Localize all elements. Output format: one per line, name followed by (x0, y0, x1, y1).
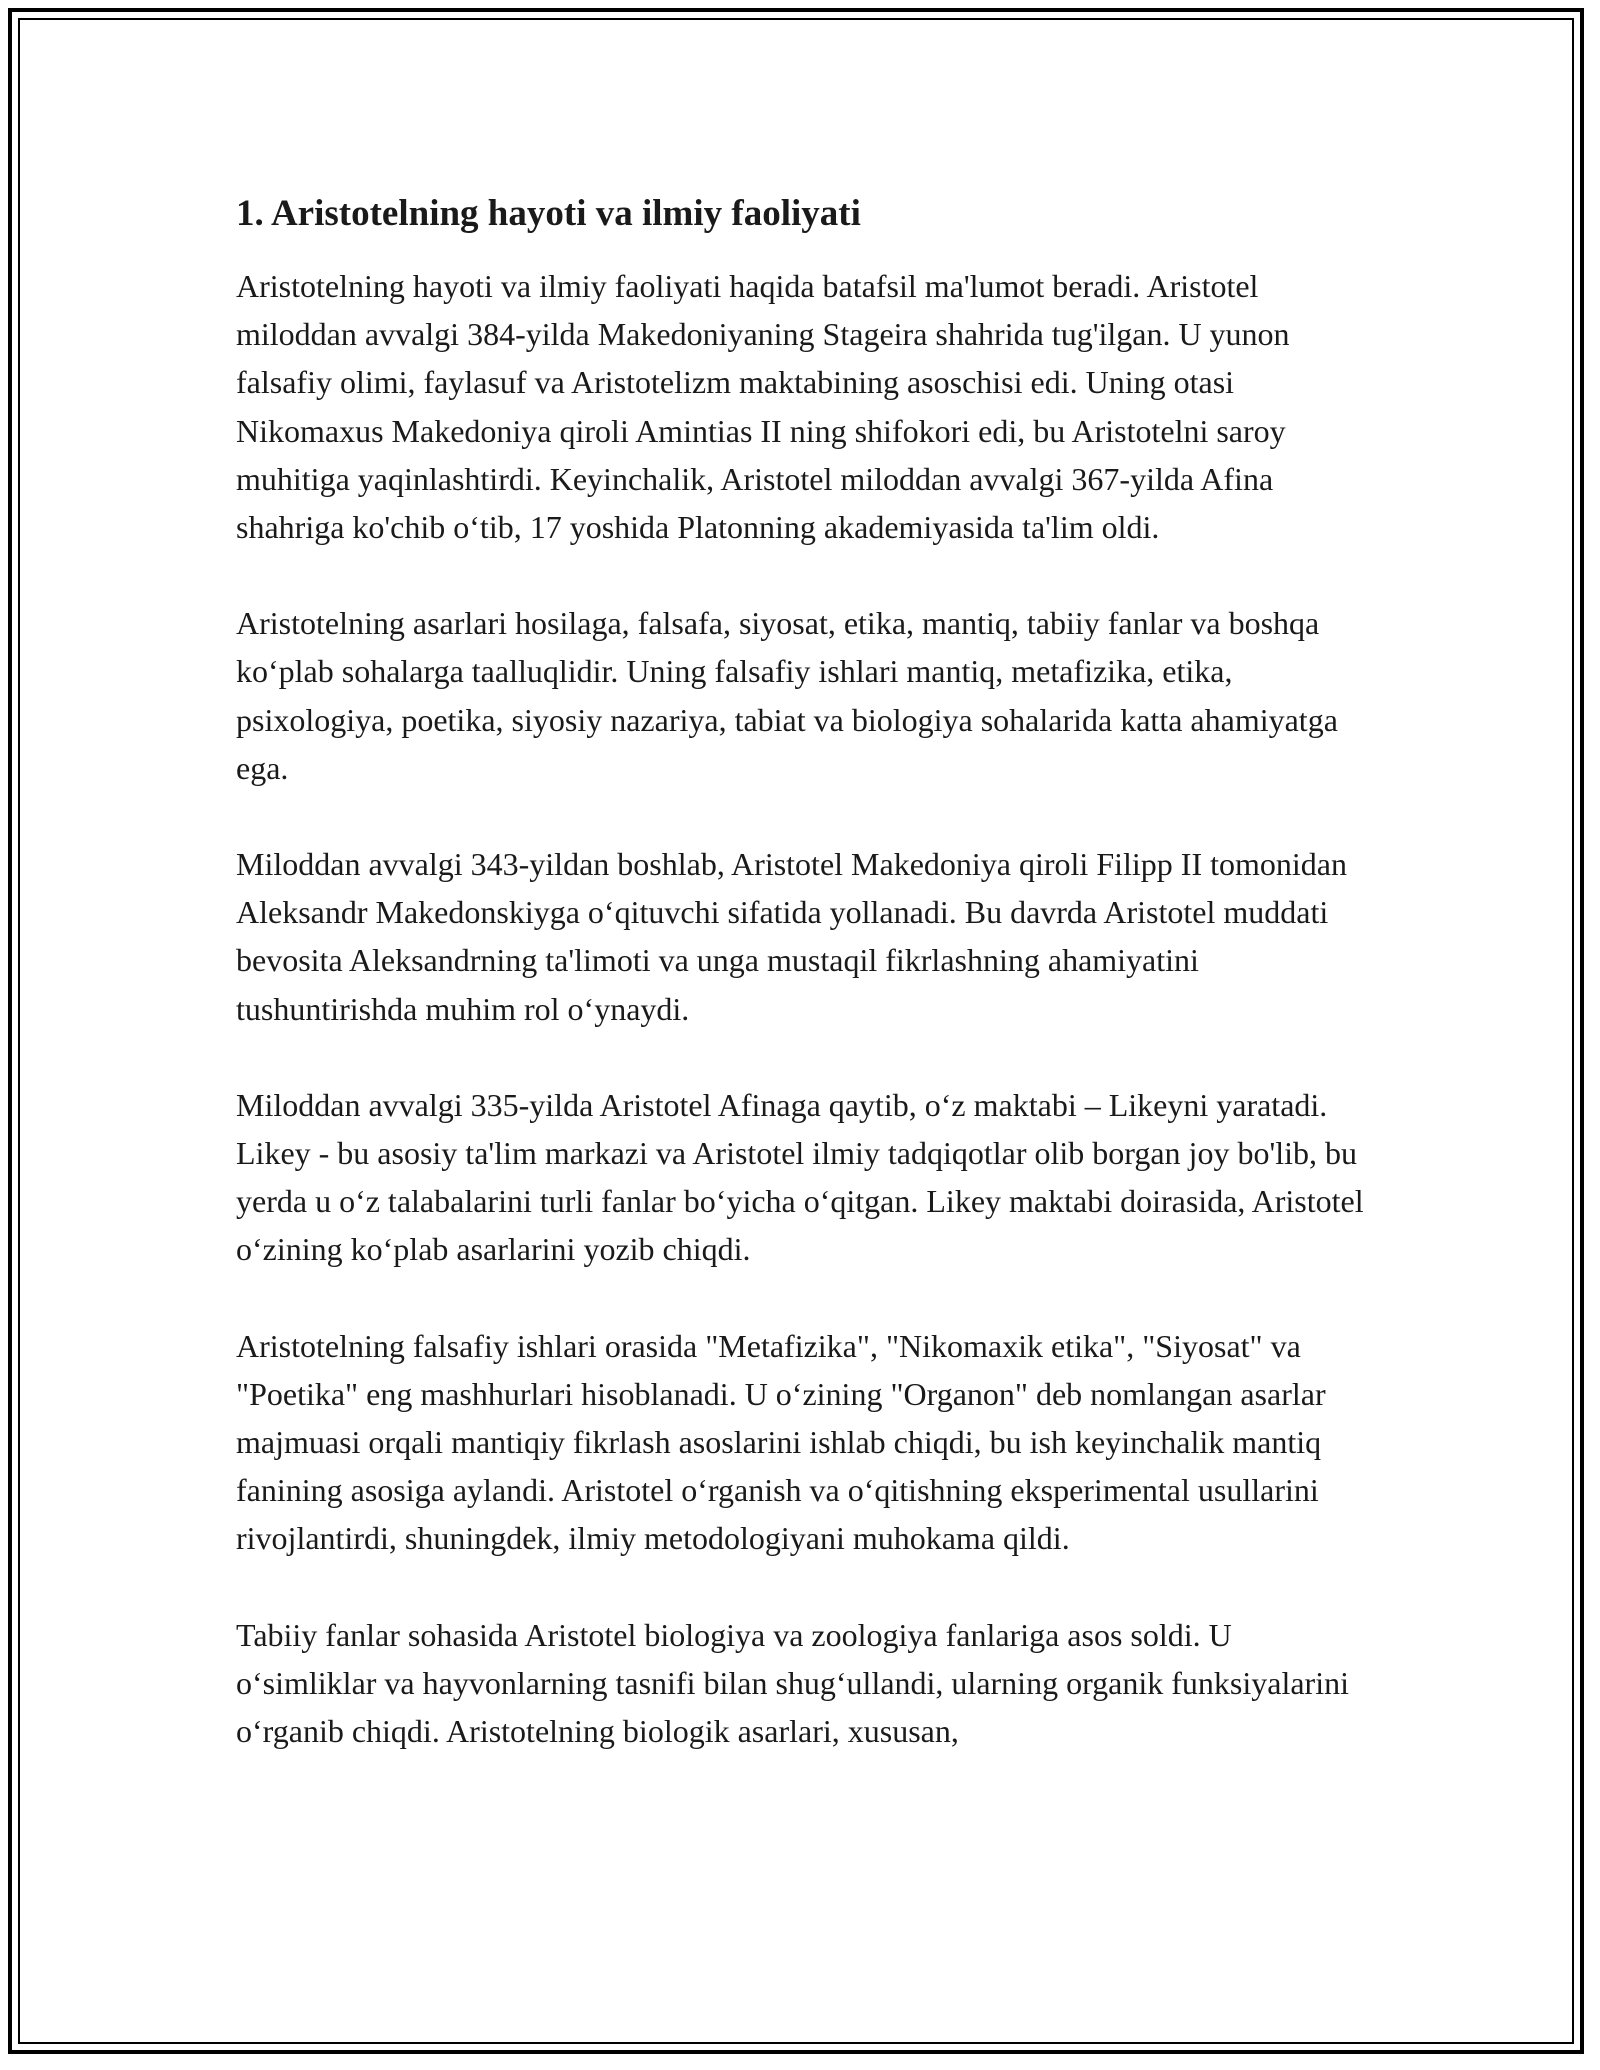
section-heading: 1. Aristotelning hayoti va ilmiy faoliyati (236, 193, 861, 234)
paragraph-philosophical-works: Aristotelning falsafiy ishlari orasida "Metafizika", "Nikomaxik etika", "Siyosat" va "Poetika" eng mashhurlari hisoblanadi. U o‘zining "Organon" deb nomlangan asarlar majmuasi orqali mantiqiy fikrlash asoslarini ishlab chiqdi, bu ish keyinchalik mantiq fanining asosiga aylandi. Aristotel o‘rganish va o‘qitishning eksperimental usullarini rivojlantirdi, shuningdek, ilmiy metodologiyani muhokama qildi. (236, 1327, 1326, 1557)
document-body (236, 188, 1366, 1803)
paragraph-teacher-of-alexander: Miloddan avvalgi 343-yildan boshlab, Aristotel Makedoniya qiroli Filipp II tomonidan Aleksandr Makedonskiyga o‘qituvchi sifatida yollanadi. Bu davrda Aristotel muddati bevosita Aleksandrning ta'limoti va unga mustaqil fikrlashning ahamiyatini tushuntirishda muhim rol o‘ynaydi. (236, 846, 1347, 1027)
paragraph-lyceum: Miloddan avvalgi 335-yilda Aristotel Afinaga qaytib, o‘z maktabi – Likeyni yaratadi. Likey - bu asosiy ta'lim markazi va Aristotel ilmiy tadqiqotlar olib borgan joy bo'lib, bu yerda u o‘z talabalarini turli fanlar bo‘yicha o‘qitgan. Likey maktabi doirasida, Aristotel o‘zining ko‘plab asarlarini yozib chiqdi. (236, 1086, 1364, 1268)
paragraph-works: Aristotelning asarlari hosilaga, falsafa, siyosat, etika, mantiq, tabiiy fanlar va boshqa ko‘plab sohalarga taalluqlidir. Uning falsafiy ishlari mantiq, metafizika, etika, psixologiya, poetika, siyosiy nazariya, tabiat va biologiya sohalarida katta ahamiyatga ega. (236, 605, 1338, 786)
paragraph-natural-sciences: Tabiiy fanlar sohasida Aristotel biologiya va zoologiya fanlariga asos soldi. U o‘simliklar va hayvonlarning tasnifi bilan shug‘ullandi, ularning organik funksiyalarini o‘rganib chiqdi. Aristotelning biologik asarlari, xususan, (236, 1616, 1349, 1750)
paragraph-biography: Aristotelning hayoti va ilmiy faoliyati haqida batafsil ma'lumot beradi. Aristotel miloddan avvalgi 384-yilda Makedoniyaning Stageira shahrida tug'ilgan. U yunon falsafiy olimi, faylasuf va Aristotelizm maktabining asoschisi edi. Uning otasi Nikomaxus Makedoniya qiroli Amintias II ning shifokori edi, bu Aristotelni saroy muhitiga yaqinlashtirdi. Keyinchalik, Aristotel miloddan avvalgi 367-yilda Afina shahriga ko'chib o‘tib, 17 yoshida Platonning akademiyasida ta'lim oldi. (236, 268, 1290, 546)
